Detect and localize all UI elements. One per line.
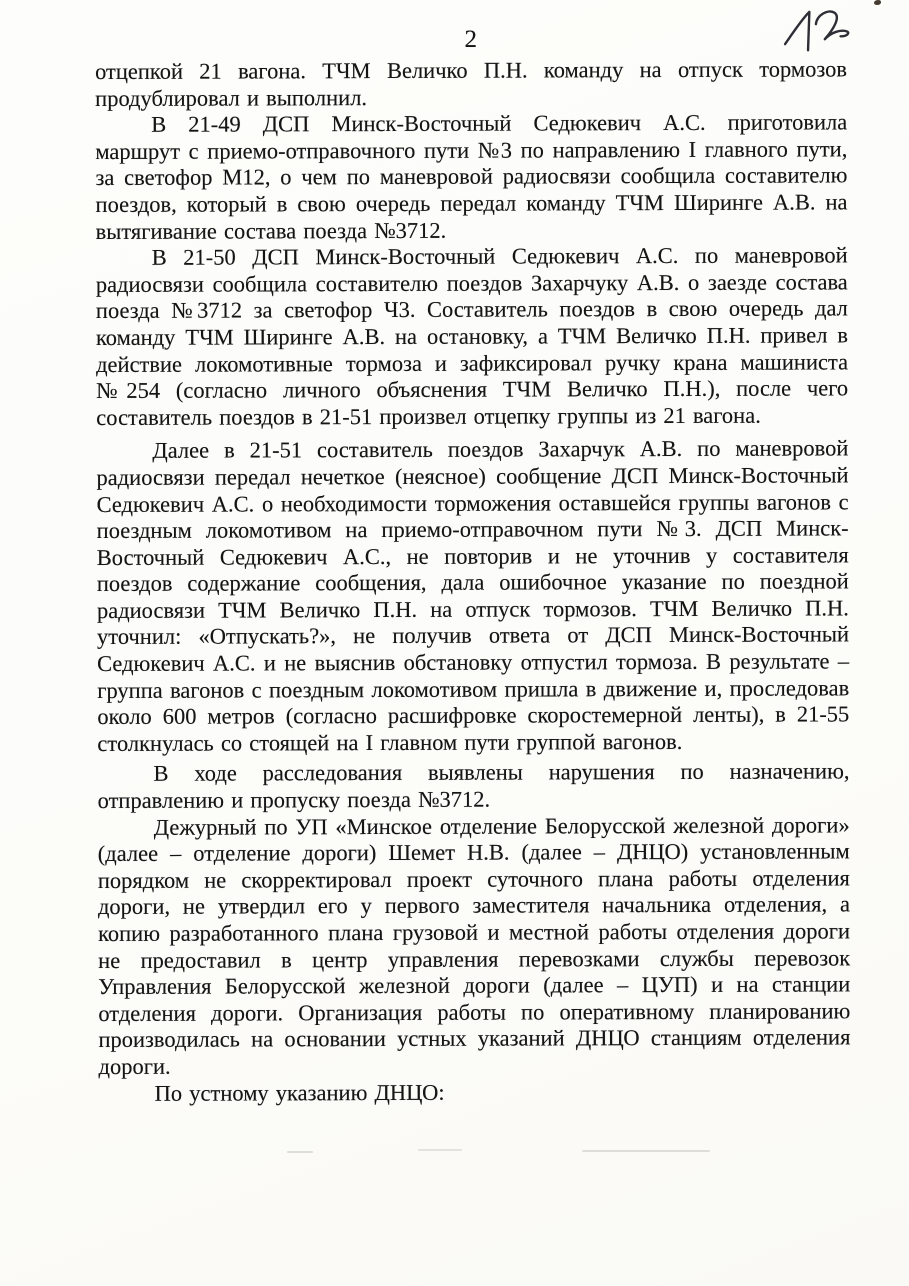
paragraph-4: Далее в 21-51 составитель поездов Захарчук А.В. по маневровой радиосвязи передал нечеткое (неясное) сообщение ДСП Минск-Восточный Седюкевич А.С. о необходимости торможения оставшейся группы вагонов с поездным локомотивом на приемо-отправочном пути №3. ДСП Минск-Восточный Седюкевич А.С., не повторив и не уточнив у составителя поездов содержание сообщения, дала ошибочное указание по поездной радиосвязи ТЧМ Величко П.Н. на отпуск тормозов. ТЧМ Величко П.Н. уточнил: «Отпускать?», не получив ответа от ДСП Минск-Восточный Седюкевич А.С. и не выяснив обстановку отпустил тормоза. В результате – группа вагонов с поездным локомотивом пришла в движение и, проследовав около 600 метров (согласно расшифровке скоростемерной ленты), в 21-55 столкнулась со стоящей на I главном пути группой вагонов. [96,435,850,756]
page-number: 2 [464,26,478,53]
paragraph-3: В 21-50 ДСП Минск-Восточный Седюкевич А.С. по маневровой радиосвязи сообщила составителю поездов Захарчуку А.В. о заезде состава поезда №3712 за светофор Ч3. Составитель поездов в свою очередь дал команду ТЧМ Ширинге А.В. на остановку, а ТЧМ Величко П.Н. привел в действие локомотивные тормоза и зафиксировал ручку крана машиниста №254 (согласно личного объяснения ТЧМ Величко П.Н.), после чего составитель поездов в 21-51 произвел отцепку группы из 21 вагона. [95,242,849,430]
paragraph-1: отцепкой 21 вагона. ТЧМ Величко П.Н. команду на отпуск тормозов продублировал и выполнил. [95,56,848,111]
scan-artifact-smudge [418,1149,462,1151]
scan-artifact-smudge [287,1151,313,1153]
scan-artifact-smudge [582,1150,710,1152]
document-body [95,56,851,1107]
paragraph-6: Дежурный по УП «Минское отделение Белорусской железной дороги» (далее – отделение дороги) Шемет Н.В. (далее – ДНЦО) установленным порядком не скорректировал проект суточного плана работы отделения дороги, не утвердил его у первого заместителя начальника отделения, а копию разработанного плана грузовой и местной работы отделения дороги не предоставил в центр управления перевозками службы перевозок Управления Белорусской железной дороги (далее – ЦУП) и на станции отделения дороги. Организация работы по оперативному планированию производилась на основании устных указаний ДНЦО станциям отделения дороги. [97,811,851,1079]
paragraph-5: В ходе расследования выявлены нарушения по назначению, отправлению и пропуску поезда №3712. [97,758,850,814]
paragraph-7: По устному указанию ДНЦО: [154,1079,445,1106]
paragraph-2: В 21-49 ДСП Минск-Восточный Седюкевич А.С. приготовила маршрут с приемо-отправочного пути №3 по направлению I главного пути, за светофор М12, о чем по маневровой радиосвязи сообщила составителю поездов, который в свою очередь передал команду ТЧМ Ширинге А.В. на вытягивание состава поезда №3712. [95,109,848,244]
scan-artifact-speck [874,0,881,5]
